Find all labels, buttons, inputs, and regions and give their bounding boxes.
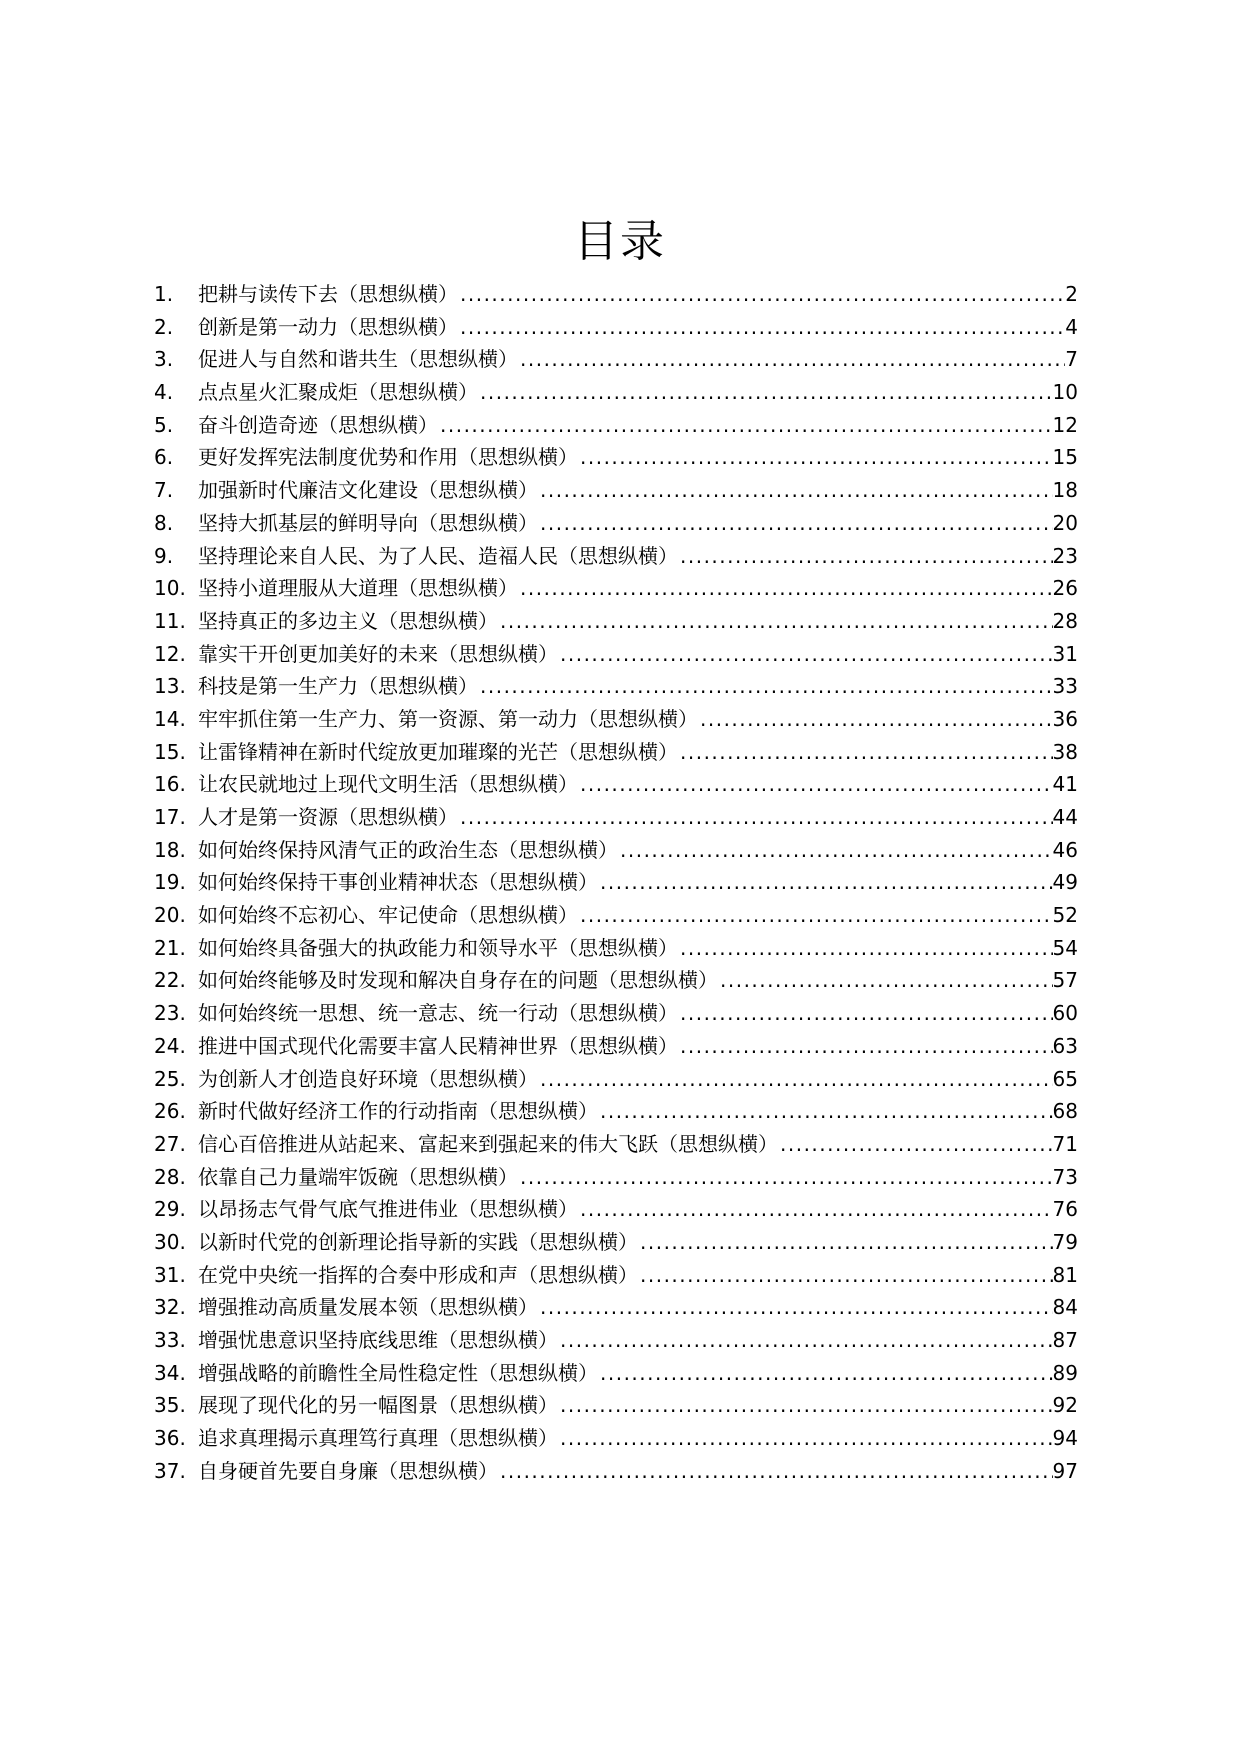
- toc-dot-leader: [678, 932, 1053, 965]
- toc-dot-leader: [518, 343, 1065, 376]
- toc-entry[interactable]: [154, 670, 1078, 703]
- toc-entry-title[interactable]: 以新时代党的创新理论指导新的实践（思想纵横）: [198, 1229, 638, 1254]
- toc-entry-title[interactable]: 如何始终不忘初心、牢记使命（思想纵横）: [198, 903, 578, 928]
- toc-entry[interactable]: [154, 1226, 1078, 1259]
- toc-dot-leader: [678, 997, 1053, 1030]
- toc-dot-leader: [518, 1161, 1053, 1194]
- toc-entry-page-number: 49: [1052, 870, 1078, 895]
- toc-entry-title[interactable]: 人才是第一资源（思想纵横）: [198, 805, 458, 829]
- toc-dot-leader: [518, 572, 1053, 605]
- toc-entry-page-number: 92: [1052, 1393, 1078, 1418]
- toc-dot-leader: [558, 1422, 1053, 1455]
- toc-entry-number: 22.: [154, 968, 186, 993]
- toc-entry-title[interactable]: 增强战略的前瞻性全局性稳定性（思想纵横）: [198, 1360, 598, 1385]
- toc-entry-page-number: 57: [1052, 968, 1078, 993]
- toc-entry-page-number: 73: [1052, 1164, 1078, 1189]
- toc-dot-leader: [678, 1030, 1053, 1063]
- toc-entry-title[interactable]: 如何始终保持干事创业精神状态（思想纵横）: [198, 870, 598, 895]
- toc-entry-title[interactable]: 增强推动高质量发展本领（思想纵横）: [198, 1295, 538, 1320]
- toc-entry-page-number: 26: [1052, 576, 1078, 601]
- toc-entry-page-number: 10: [1052, 380, 1078, 405]
- toc-entry-page-number: 68: [1052, 1099, 1078, 1124]
- toc-entry-number: 20.: [154, 903, 186, 928]
- toc-entry-number: 23.: [154, 1001, 186, 1026]
- toc-dot-leader: [538, 1291, 1053, 1324]
- toc-dot-leader: [598, 1095, 1053, 1128]
- toc-entry[interactable]: [154, 866, 1078, 899]
- toc-entry[interactable]: [154, 507, 1078, 540]
- page-title: 目录: [574, 216, 666, 267]
- toc-entry-page-number: 97: [1052, 1458, 1078, 1483]
- toc-entry-page-number: 20: [1052, 510, 1078, 535]
- toc-dot-leader: [598, 866, 1053, 899]
- toc-entry-page-number: 41: [1052, 772, 1078, 797]
- toc-entry-title[interactable]: 点点星火汇聚成炬（思想纵横）: [198, 380, 478, 405]
- toc-entry-number: 36.: [154, 1426, 186, 1451]
- toc-entry[interactable]: [154, 1193, 1078, 1226]
- toc-entry-title[interactable]: 靠实干开创更加美好的未来（思想纵横）: [198, 641, 558, 666]
- toc-dot-leader: [578, 899, 1053, 932]
- toc-entry[interactable]: [154, 1259, 1078, 1292]
- toc-entry[interactable]: [154, 474, 1078, 507]
- toc-entry-number: 33.: [154, 1328, 186, 1352]
- toc-entry[interactable]: [154, 1063, 1078, 1096]
- toc-entry-page-number: 15: [1052, 445, 1078, 470]
- toc-entry-number: 15.: [154, 739, 186, 764]
- toc-entry-number: 9.: [154, 543, 174, 568]
- toc-entry-number: 24.: [154, 1033, 186, 1058]
- toc-entry[interactable]: [154, 801, 1078, 834]
- toc-entry[interactable]: [154, 703, 1078, 736]
- toc-dot-leader: [458, 801, 1053, 834]
- toc-entry-number: 19.: [154, 870, 186, 895]
- toc-entry[interactable]: [154, 572, 1078, 605]
- toc-entry-page-number: 60: [1052, 1001, 1078, 1026]
- toc-entry[interactable]: [154, 834, 1078, 867]
- toc-dot-leader: [478, 670, 1053, 703]
- toc-entry-title[interactable]: 如何始终能够及时发现和解决自身存在的问题（思想纵横）: [198, 968, 718, 993]
- toc-entry-page-number: 54: [1052, 935, 1078, 960]
- toc-entry-number: 14.: [154, 706, 186, 731]
- toc-entry-title[interactable]: 新时代做好经济工作的行动指南（思想纵横）: [198, 1099, 598, 1124]
- toc-entry-title[interactable]: 让农民就地过上现代文明生活（思想纵横）: [198, 772, 578, 797]
- toc-entry-page-number: 31: [1052, 641, 1078, 666]
- toc-entry-page-number: 2: [1065, 282, 1078, 306]
- toc-dot-leader: [458, 278, 1065, 311]
- toc-dot-leader: [678, 736, 1053, 769]
- toc-entry-title[interactable]: 如何始终统一思想、统一意志、统一行动（思想纵横）: [198, 1001, 678, 1026]
- toc-entry-number: 13.: [154, 674, 186, 699]
- toc-entry[interactable]: [154, 1161, 1078, 1194]
- toc-entry-page-number: 65: [1052, 1066, 1078, 1091]
- toc-entry[interactable]: [154, 997, 1078, 1030]
- toc-entry-number: 25.: [154, 1066, 186, 1091]
- toc-entry-title[interactable]: 奋斗创造奇迹（思想纵横）: [198, 412, 438, 437]
- toc-entry[interactable]: [154, 409, 1078, 442]
- toc-entry-page-number: 79: [1052, 1229, 1078, 1254]
- toc-list: [154, 278, 1078, 1487]
- toc-entry-number: 12.: [154, 641, 186, 666]
- toc-dot-leader: [578, 1193, 1053, 1226]
- toc-entry-number: 7.: [154, 478, 174, 503]
- toc-entry[interactable]: [154, 1324, 1078, 1357]
- toc-dot-leader: [558, 638, 1053, 671]
- toc-entry[interactable]: [154, 899, 1078, 932]
- toc-dot-leader: [538, 474, 1053, 507]
- toc-entry-page-number: 23: [1052, 543, 1078, 568]
- toc-entry-number: 27.: [154, 1131, 186, 1156]
- toc-entry[interactable]: [154, 278, 1078, 311]
- toc-entry-title[interactable]: 让雷锋精神在新时代绽放更加璀璨的光芒（思想纵横）: [198, 739, 678, 764]
- toc-dot-leader: [458, 311, 1065, 344]
- toc-entry-title[interactable]: 如何始终保持风清气正的政治生态（思想纵横）: [198, 837, 618, 862]
- toc-dot-leader: [438, 409, 1053, 442]
- toc-dot-leader: [778, 1128, 1053, 1161]
- toc-entry-page-number: 36: [1052, 706, 1078, 731]
- toc-entry-title[interactable]: 坚持真正的多边主义（思想纵横）: [198, 608, 498, 633]
- toc-entry-title[interactable]: 自身硬首先要自身廉（思想纵横）: [198, 1458, 498, 1483]
- toc-entry-page-number: 18: [1052, 478, 1078, 503]
- toc-entry-title[interactable]: 促进人与自然和谐共生（思想纵横）: [198, 347, 518, 372]
- toc-entry[interactable]: [154, 1291, 1078, 1324]
- toc-entry-page-number: 33: [1052, 674, 1078, 699]
- toc-entry[interactable]: [154, 736, 1078, 769]
- toc-dot-leader: [618, 834, 1053, 867]
- toc-entry-number: 3.: [154, 347, 174, 372]
- toc-dot-leader: [478, 376, 1053, 409]
- toc-entry[interactable]: [154, 1357, 1078, 1390]
- toc-entry-number: 16.: [154, 772, 186, 797]
- toc-entry-title[interactable]: 以昂扬志气骨气底气推进伟业（思想纵横）: [198, 1197, 578, 1222]
- toc-entry-page-number: 94: [1052, 1426, 1078, 1451]
- toc-entry-number: 31.: [154, 1262, 186, 1287]
- toc-entry[interactable]: [154, 1030, 1078, 1063]
- toc-entry-page-number: 84: [1052, 1295, 1078, 1320]
- toc-dot-leader: [558, 1389, 1053, 1422]
- toc-entry[interactable]: [154, 343, 1078, 376]
- toc-entry-title[interactable]: 在党中央统一指挥的合奏中形成和声（思想纵横）: [198, 1262, 638, 1287]
- toc-entry-page-number: 7: [1065, 347, 1078, 372]
- toc-entry-page-number: 87: [1052, 1328, 1078, 1352]
- toc-entry-number: 28.: [154, 1164, 186, 1189]
- toc-entry[interactable]: [154, 1422, 1078, 1455]
- toc-entry-title[interactable]: 坚持大抓基层的鲜明导向（思想纵横）: [198, 510, 538, 535]
- toc-entry[interactable]: [154, 605, 1078, 638]
- toc-entry-number: 35.: [154, 1393, 186, 1418]
- toc-dot-leader: [638, 1259, 1053, 1292]
- toc-entry-page-number: 4: [1065, 314, 1078, 339]
- toc-entry-number: 21.: [154, 935, 186, 960]
- toc-entry[interactable]: [154, 376, 1078, 409]
- toc-entry-number: 37.: [154, 1458, 186, 1483]
- toc-entry-number: 10.: [154, 576, 186, 601]
- toc-entry-title[interactable]: 创新是第一动力（思想纵横）: [198, 314, 458, 339]
- toc-entry-page-number: 63: [1052, 1033, 1078, 1058]
- toc-entry-title[interactable]: 牢牢抓住第一生产力、第一资源、第一动力（思想纵横）: [198, 706, 698, 731]
- toc-entry-title[interactable]: 科技是第一生产力（思想纵横）: [198, 674, 478, 699]
- toc-dot-leader: [498, 1455, 1053, 1488]
- toc-entry-page-number: 46: [1052, 837, 1078, 862]
- toc-entry-title[interactable]: 推进中国式现代化需要丰富人民精神世界（思想纵横）: [198, 1033, 678, 1058]
- toc-entry[interactable]: [154, 540, 1078, 573]
- toc-entry-number: 11.: [154, 608, 186, 633]
- toc-entry-page-number: 52: [1052, 903, 1078, 928]
- toc-entry-title[interactable]: 追求真理揭示真理笃行真理（思想纵横）: [198, 1426, 558, 1451]
- toc-dot-leader: [678, 540, 1053, 573]
- toc-entry-page-number: 38: [1052, 739, 1078, 764]
- toc-dot-leader: [538, 1063, 1053, 1096]
- toc-dot-leader: [498, 605, 1053, 638]
- toc-entry-title[interactable]: 加强新时代廉洁文化建设（思想纵横）: [198, 478, 538, 503]
- toc-entry-page-number: 81: [1052, 1262, 1078, 1287]
- toc-entry-title[interactable]: 如何始终具备强大的执政能力和领导水平（思想纵横）: [198, 935, 678, 960]
- toc-entry-page-number: 89: [1052, 1360, 1078, 1385]
- toc-entry[interactable]: [154, 311, 1078, 344]
- toc-entry-title[interactable]: 坚持理论来自人民、为了人民、造福人民（思想纵横）: [198, 543, 678, 568]
- toc-entry[interactable]: [154, 638, 1078, 671]
- toc-entry[interactable]: [154, 1455, 1078, 1488]
- toc-entry-title[interactable]: 更好发挥宪法制度优势和作用（思想纵横）: [198, 445, 578, 470]
- toc-entry-number: 17.: [154, 805, 186, 829]
- toc-entry-title[interactable]: 坚持小道理服从大道理（思想纵横）: [198, 576, 518, 601]
- toc-entry-page-number: 44: [1052, 805, 1078, 829]
- toc-entry[interactable]: [154, 1128, 1078, 1161]
- toc-entry-number: 5.: [154, 412, 174, 437]
- toc-entry-number: 29.: [154, 1197, 186, 1222]
- toc-entry[interactable]: [154, 441, 1078, 474]
- toc-entry[interactable]: [154, 1095, 1078, 1128]
- toc-entry[interactable]: [154, 1389, 1078, 1422]
- toc-entry-number: 34.: [154, 1360, 186, 1385]
- toc-entry-number: 18.: [154, 837, 186, 862]
- toc-entry-number: 1.: [154, 282, 174, 306]
- toc-dot-leader: [558, 1324, 1053, 1357]
- toc-dot-leader: [638, 1226, 1053, 1259]
- toc-entry[interactable]: [154, 768, 1078, 801]
- toc-entry-title[interactable]: 为创新人才创造良好环境（思想纵横）: [198, 1066, 538, 1091]
- toc-dot-leader: [578, 768, 1053, 801]
- toc-entry-number: 8.: [154, 510, 174, 535]
- toc-entry-page-number: 71: [1052, 1131, 1078, 1156]
- toc-dot-leader: [538, 507, 1053, 540]
- toc-dot-leader: [578, 441, 1053, 474]
- toc-entry-title[interactable]: 展现了现代化的另一幅图景（思想纵横）: [198, 1393, 558, 1418]
- toc-entry-number: 4.: [154, 380, 174, 405]
- toc-entry[interactable]: [154, 932, 1078, 965]
- toc-entry-number: 2.: [154, 314, 174, 339]
- toc-entry-number: 26.: [154, 1099, 186, 1124]
- toc-entry-title[interactable]: 信心百倍推进从站起来、富起来到强起来的伟大飞跃（思想纵横）: [198, 1131, 778, 1156]
- toc-entry-page-number: 28: [1052, 608, 1078, 633]
- toc-dot-leader: [598, 1357, 1053, 1390]
- toc-entry-title[interactable]: 增强忧患意识坚持底线思维（思想纵横）: [198, 1328, 558, 1352]
- toc-entry-page-number: 12: [1052, 412, 1078, 437]
- toc-entry-page-number: 76: [1052, 1197, 1078, 1222]
- toc-dot-leader: [698, 703, 1053, 736]
- toc-entry-number: 6.: [154, 445, 174, 470]
- toc-entry-number: 30.: [154, 1229, 186, 1254]
- toc-entry[interactable]: [154, 964, 1078, 997]
- toc-dot-leader: [718, 964, 1053, 997]
- toc-entry-title[interactable]: 依靠自己力量端牢饭碗（思想纵横）: [198, 1164, 518, 1189]
- toc-entry-number: 32.: [154, 1295, 186, 1320]
- toc-entry-title[interactable]: 把耕与读传下去（思想纵横）: [198, 282, 458, 306]
